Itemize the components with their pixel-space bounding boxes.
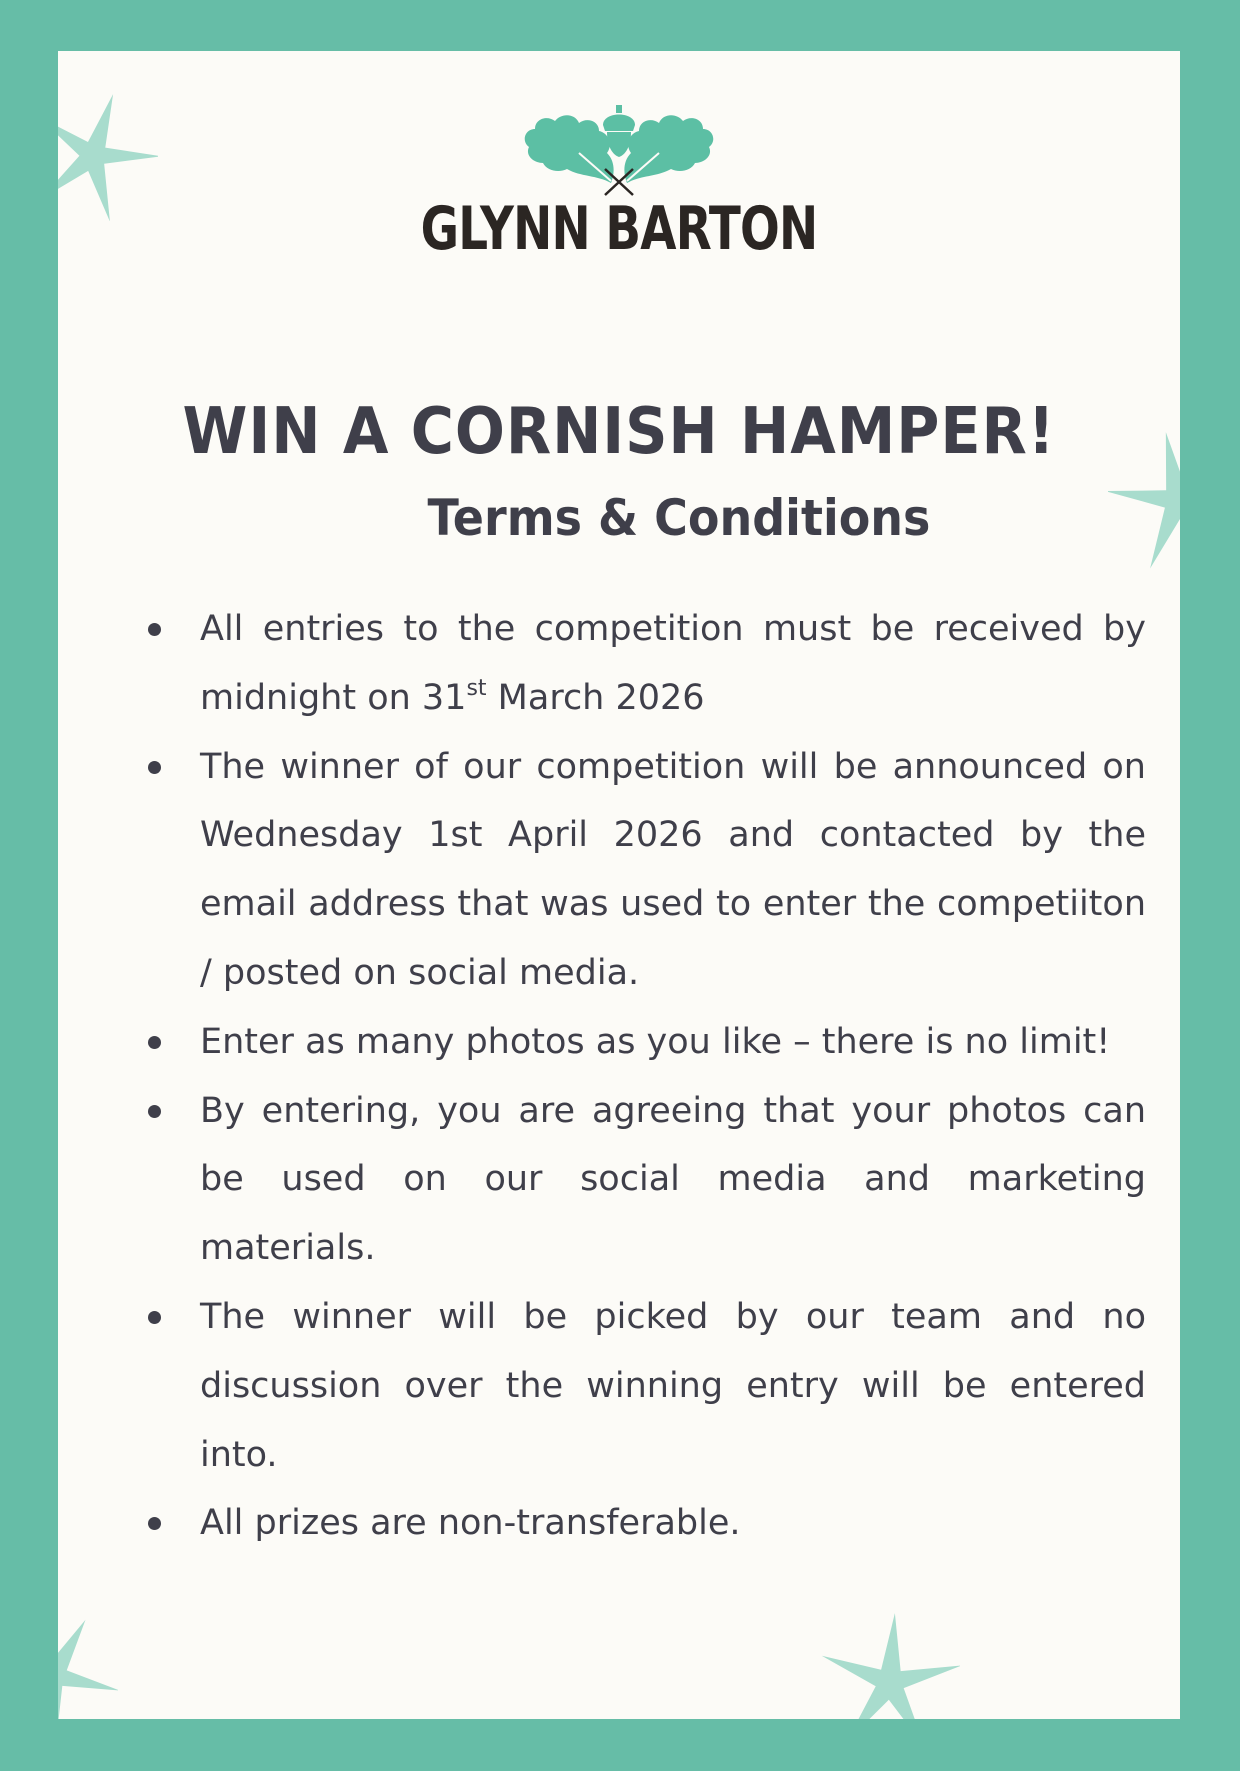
term-text: The winner of our competition will be announced on Wednesday 1st April 2026 and contacted by the email address that was used to enter the competiiton / posted on social media. <box>200 746 1146 993</box>
list-item <box>200 1077 1146 1283</box>
list-item <box>200 1283 1146 1489</box>
term-text: All prizes are non-transferable. <box>200 1503 741 1544</box>
starfish-icon <box>820 1613 960 1719</box>
list-item <box>200 1008 1146 1077</box>
page-subtitle: Terms & Conditions <box>427 489 931 547</box>
bullet-icon <box>148 761 161 774</box>
oak-leaves-acorn-icon <box>519 103 719 199</box>
brand-name: GLYNN BARTON <box>420 194 818 264</box>
list-item <box>200 1489 1146 1558</box>
term-text: By entering, you are agreeing that your photos can be used on our social media and marketing materials. <box>200 1090 1146 1269</box>
terms-card <box>58 51 1180 1719</box>
term-text: All entries to the competition must be received by midnight on 31 <box>200 609 1146 718</box>
page-title: WIN A CORNISH HAMPER! <box>182 395 1056 469</box>
bullet-icon <box>148 623 161 636</box>
term-text-end: March 2026 <box>486 677 705 718</box>
list-item <box>200 733 1146 1008</box>
brand-logo <box>58 103 1180 265</box>
list-item <box>200 595 1146 733</box>
bullet-icon <box>148 1105 161 1118</box>
term-text: Enter as many photos as you like – there is no limit! <box>200 1021 1111 1062</box>
term-text: The winner will be picked by our team and no discussion over the winning entry will be entered into. <box>200 1296 1146 1475</box>
terms-list <box>200 595 1146 1558</box>
bullet-icon <box>148 1311 161 1324</box>
ordinal-suffix: st <box>466 675 487 701</box>
bullet-icon <box>148 1036 161 1049</box>
starfish-icon <box>58 1611 118 1719</box>
bullet-icon <box>148 1517 161 1530</box>
